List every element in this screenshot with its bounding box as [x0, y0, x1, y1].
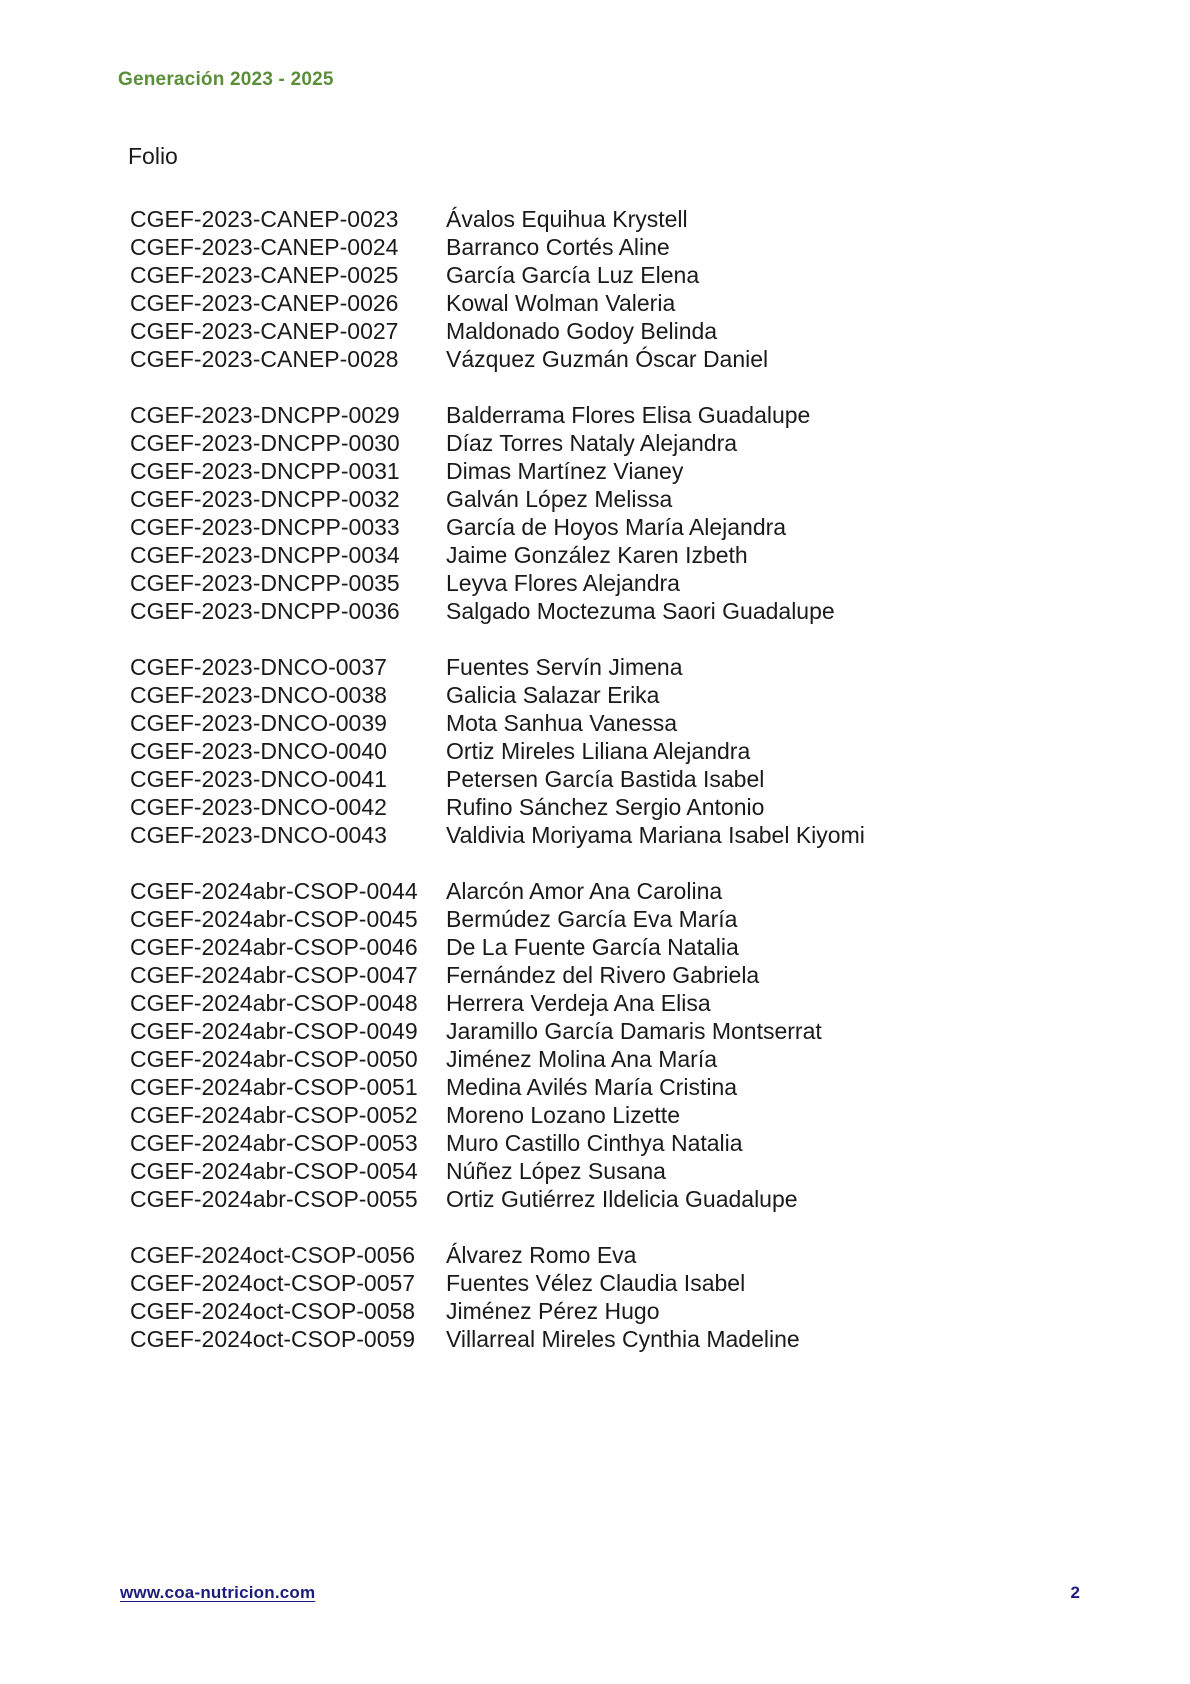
student-name: García de Hoyos María Alejandra: [446, 514, 787, 540]
folio-row: [130, 933, 1130, 961]
folio-row: [130, 737, 1130, 765]
folio-code: CGEF-2024oct-CSOP-0058: [130, 1298, 416, 1324]
folio-row: [130, 457, 1130, 485]
folio-row: [130, 485, 1130, 513]
folio-code: CGEF-2023-DNCO-0037: [130, 654, 387, 680]
folio-row: [130, 1045, 1130, 1073]
student-name: Fuentes Vélez Claudia Isabel: [446, 1270, 746, 1296]
folio-code: CGEF-2024abr-CSOP-0050: [130, 1046, 418, 1072]
folio-row: [130, 233, 1130, 261]
folio-code: CGEF-2023-CANEP-0024: [130, 234, 399, 260]
folio-code: CGEF-2024abr-CSOP-0045: [130, 906, 418, 932]
folio-code: CGEF-2024oct-CSOP-0056: [130, 1242, 416, 1268]
student-name: Kowal Wolman Valeria: [446, 290, 676, 316]
student-name: Jiménez Molina Ana María: [446, 1046, 718, 1072]
student-name: Galván López Melissa: [446, 486, 673, 512]
folio-code: CGEF-2024abr-CSOP-0049: [130, 1018, 418, 1044]
folio-code: CGEF-2023-DNCO-0040: [130, 738, 387, 764]
student-name: Jaramillo García Damaris Montserrat: [446, 1018, 822, 1044]
student-name: Alarcón Amor Ana Carolina: [446, 878, 723, 904]
folio-row: [130, 905, 1130, 933]
student-name: Díaz Torres Nataly Alejandra: [446, 430, 738, 456]
folio-row: [130, 289, 1130, 317]
student-name: Salgado Moctezuma Saori Guadalupe: [446, 598, 835, 624]
student-name: Barranco Cortés Aline: [446, 234, 670, 260]
folio-row: [130, 1325, 1130, 1353]
folio-code: CGEF-2023-DNCPP-0029: [130, 402, 400, 428]
folio-row: [130, 877, 1130, 905]
folio-row: [130, 653, 1130, 681]
student-name: Muro Castillo Cinthya Natalia: [446, 1130, 743, 1156]
folio-row: [130, 1017, 1130, 1045]
folio-code: CGEF-2024abr-CSOP-0047: [130, 962, 418, 988]
folio-code: CGEF-2023-DNCPP-0033: [130, 514, 400, 540]
folio-row: [130, 261, 1130, 289]
folio-code: CGEF-2023-DNCO-0039: [130, 710, 387, 736]
folio-group: [130, 205, 1130, 373]
folio-row: [130, 1129, 1130, 1157]
folio-row: [130, 1073, 1130, 1101]
folio-row: [130, 597, 1130, 625]
generation-heading: Generación 2023 - 2025: [118, 69, 334, 90]
student-name: Rufino Sánchez Sergio Antonio: [446, 794, 765, 820]
folio-code: CGEF-2023-DNCO-0043: [130, 822, 387, 848]
folio-row: [130, 205, 1130, 233]
page-title: Folio: [128, 143, 178, 169]
student-name: Moreno Lozano Lizette: [446, 1102, 680, 1128]
student-name: Mota Sanhua Vanessa: [446, 710, 678, 736]
folio-code: CGEF-2024abr-CSOP-0048: [130, 990, 418, 1016]
folio-code: CGEF-2024abr-CSOP-0053: [130, 1130, 418, 1156]
folio-code: CGEF-2023-DNCPP-0035: [130, 570, 400, 596]
folio-code: CGEF-2024oct-CSOP-0057: [130, 1270, 416, 1296]
folio-row: [130, 821, 1130, 849]
student-name: Petersen García Bastida Isabel: [446, 766, 765, 792]
folio-group: [130, 877, 1130, 1213]
folio-code: CGEF-2023-DNCO-0042: [130, 794, 387, 820]
folio-list: [130, 205, 1130, 1381]
student-name: Herrera Verdeja Ana Elisa: [446, 990, 711, 1016]
page-footer: [120, 1583, 1080, 1603]
folio-row: [130, 513, 1130, 541]
student-name: Balderrama Flores Elisa Guadalupe: [446, 402, 811, 428]
folio-code: CGEF-2024abr-CSOP-0054: [130, 1158, 418, 1184]
student-name: Vázquez Guzmán Óscar Daniel: [446, 346, 769, 372]
student-name: Leyva Flores Alejandra: [446, 570, 680, 596]
folio-code: CGEF-2024abr-CSOP-0046: [130, 934, 418, 960]
folio-code: CGEF-2023-DNCPP-0036: [130, 598, 400, 624]
folio-row: [130, 1185, 1130, 1213]
folio-row: [130, 1101, 1130, 1129]
folio-row: [130, 961, 1130, 989]
student-name: Fuentes Servín Jimena: [446, 654, 683, 680]
folio-row: [130, 429, 1130, 457]
folio-code: CGEF-2023-DNCPP-0031: [130, 458, 400, 484]
folio-code: CGEF-2023-DNCPP-0034: [130, 542, 400, 568]
student-name: Ortiz Gutiérrez Ildelicia Guadalupe: [446, 1186, 798, 1212]
folio-row: [130, 1269, 1130, 1297]
folio-code: CGEF-2024abr-CSOP-0052: [130, 1102, 418, 1128]
folio-code: CGEF-2024oct-CSOP-0059: [130, 1326, 416, 1352]
folio-code: CGEF-2023-DNCPP-0032: [130, 486, 400, 512]
student-name: Núñez López Susana: [446, 1158, 666, 1184]
folio-row: [130, 1297, 1130, 1325]
student-name: Villarreal Mireles Cynthia Madeline: [446, 1326, 800, 1352]
student-name: Jaime González Karen Izbeth: [446, 542, 748, 568]
student-name: Fernández del Rivero Gabriela: [446, 962, 760, 988]
folio-code: CGEF-2024abr-CSOP-0051: [130, 1074, 418, 1100]
folio-row: [130, 793, 1130, 821]
folio-code: CGEF-2023-CANEP-0026: [130, 290, 399, 316]
folio-group: [130, 653, 1130, 849]
student-name: García García Luz Elena: [446, 262, 700, 288]
student-name: Maldonado Godoy Belinda: [446, 318, 718, 344]
folio-code: CGEF-2023-DNCPP-0030: [130, 430, 400, 456]
folio-row: [130, 1241, 1130, 1269]
page-number: 2: [1070, 1583, 1080, 1602]
folio-row: [130, 401, 1130, 429]
folio-code: CGEF-2023-DNCO-0038: [130, 682, 387, 708]
folio-row: [130, 709, 1130, 737]
student-name: Ortiz Mireles Liliana Alejandra: [446, 738, 751, 764]
student-name: Valdivia Moriyama Mariana Isabel Kiyomi: [446, 822, 865, 848]
student-name: Álvarez Romo Eva: [446, 1242, 637, 1268]
folio-row: [130, 989, 1130, 1017]
folio-code: CGEF-2023-CANEP-0027: [130, 318, 399, 344]
folio-code: CGEF-2024abr-CSOP-0044: [130, 878, 418, 904]
folio-code: CGEF-2024abr-CSOP-0055: [130, 1186, 418, 1212]
folio-code: CGEF-2023-DNCO-0041: [130, 766, 387, 792]
student-name: Jiménez Pérez Hugo: [446, 1298, 660, 1324]
student-name: Medina Avilés María Cristina: [446, 1074, 738, 1100]
folio-row: [130, 541, 1130, 569]
folio-row: [130, 345, 1130, 373]
folio-row: [130, 317, 1130, 345]
folio-row: [130, 765, 1130, 793]
folio-group: [130, 401, 1130, 625]
website-link[interactable]: www.coa-nutricion.com: [120, 1583, 316, 1602]
folio-group: [130, 1241, 1130, 1353]
folio-row: [130, 569, 1130, 597]
student-name: Ávalos Equihua Krystell: [446, 206, 688, 232]
folio-row: [130, 681, 1130, 709]
folio-code: CGEF-2023-CANEP-0025: [130, 262, 399, 288]
folio-code: CGEF-2023-CANEP-0028: [130, 346, 399, 372]
folio-row: [130, 1157, 1130, 1185]
student-name: Dimas Martínez Vianey: [446, 458, 684, 484]
folio-code: CGEF-2023-CANEP-0023: [130, 206, 399, 232]
student-name: Bermúdez García Eva María: [446, 906, 738, 932]
student-name: Galicia Salazar Erika: [446, 682, 660, 708]
student-name: De La Fuente García Natalia: [446, 934, 739, 960]
